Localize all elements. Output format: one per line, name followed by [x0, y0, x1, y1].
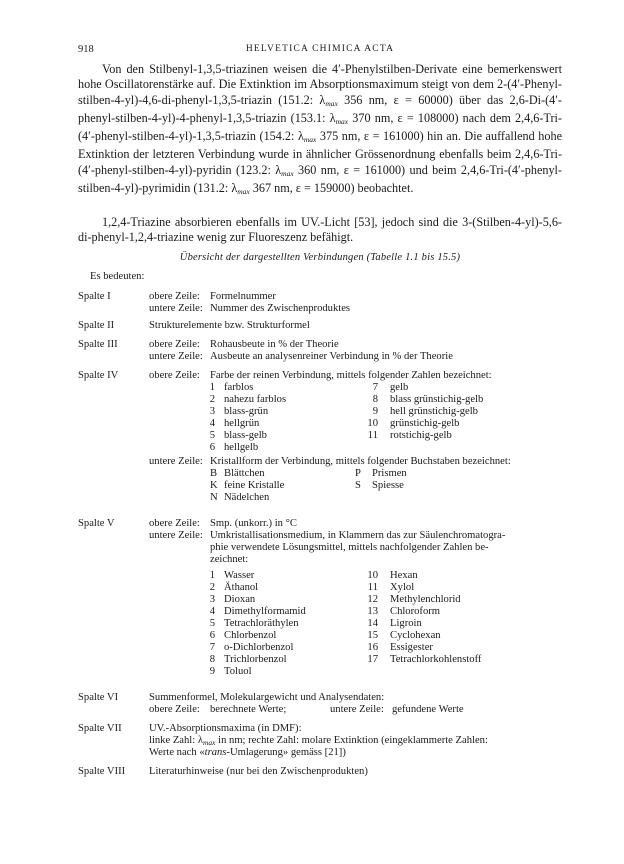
list-item-text: gelb — [390, 382, 409, 393]
list-item-number: 5 — [209, 430, 215, 441]
list-item-text: feine Kristalle — [224, 480, 285, 491]
spalte-2-text: Strukturelemente bzw. Strukturformel — [149, 320, 310, 331]
list-item-text: hellgrün — [224, 418, 260, 429]
list-item-number: 8 — [372, 394, 378, 405]
spalte-6-upper: berechnete Werte; — [210, 704, 287, 715]
page-number: 918 — [78, 44, 94, 55]
list-item-text: Essigester — [390, 642, 433, 653]
overview-title: Übersicht der dargestellten Verbindungen (Tabelle 1.1 bis 15.5) — [179, 252, 461, 263]
list-item-number: 14 — [367, 618, 378, 629]
spalte-8-label: Spalte VIII — [78, 766, 126, 777]
list-item-text: blass grünstichig-gelb — [390, 394, 484, 405]
spalte-5-label: Spalte V — [78, 518, 115, 529]
lower-line-label: untere Zeile: — [149, 530, 203, 541]
upper-line-label: obere Zeile: — [149, 370, 200, 381]
list-item-text: Ligroin — [390, 618, 422, 629]
spalte-3-lower: Ausbeute an analysenreiner Verbindung in % der Theorie — [210, 351, 453, 362]
upper-line-label: obere Zeile: — [149, 518, 200, 529]
list-item-number: 4 — [209, 418, 215, 429]
list-item-number: 3 — [209, 594, 215, 605]
list-item-number: B — [210, 468, 218, 479]
list-item-number: 9 — [372, 406, 378, 417]
spalte-7-label: Spalte VII — [78, 723, 122, 734]
list-item-text: nahezu farblos — [224, 394, 287, 405]
list-item-number: 15 — [367, 630, 378, 641]
list-item-number: 6 — [209, 442, 215, 453]
spalte-7-line-2: linke Zahl: $\lambda_{max}$ in nm; rechte Zahl: molare Extinktion (eingeklammerte Zahlen: — [149, 735, 488, 747]
list-item-number: N — [210, 492, 218, 503]
spalte-1-label: Spalte I — [78, 291, 111, 302]
page-header — [78, 44, 562, 58]
list-item-text: Toluol — [224, 666, 252, 677]
spalte-6-label: Spalte VI — [78, 692, 119, 703]
list-item-number: 17 — [367, 654, 378, 665]
list-item-text: hellgelb — [224, 442, 259, 453]
list-item-number: 2 — [209, 394, 215, 405]
list-item-number: 9 — [209, 666, 215, 677]
list-item-text: Äthanol — [224, 582, 259, 593]
list-item-text: Cyclohexan — [390, 630, 441, 641]
list-item-number: S — [355, 480, 361, 491]
paragraph-1: Von den Stilbenyl-1,3,5-triazinen weisen die 4′-Phenylstilben-Derivate eine bemerkenswert hohe Oscillatorenstärke auf. Die Extinktion im Absorptionsmaximum steigt von dem 2-(4′-Phenyl-stilben-4-yl)-4,6-di-phenyl-1,3,5-triazin (151.2: $\lambda_{max}$ 356 nm, ε = 60000) über das 2,6-Di-(4′-phenyl-stilben-4-yl)-4-phenyl-1,3,5-triazin (153.1: $\lambda_{max}$ 370 nm, ε = 108000) nach dem 2,4,6-Tri-(4′-phenyl-stilben-4-yl)-1,3,5-triazin (154.2: $\lambda_{max}$ 375 nm, ε = 161000) hin an. Die auffallend hohe Extinktion der letzteren Verbindung wurde in ähnlicher Grössenordnung ebenfalls beim 2,4,6-Tri-(4′-phenyl-stilben-4-yl)-pyridin (123.2: $\lambda_{max}$ 360 nm, ε = 161000) und beim 2,4,6-Tri-(4′-phenyl-stilben-4-yl)-pyrimidin (131.2: $\lambda_{max}$ 367 nm, ε = 159000) beobachtet. — [78, 62, 562, 197]
spalte-3-upper: Rohausbeute in % der Theorie — [210, 339, 339, 350]
spalte-7-text: UV.-Absorptionsmaxima (in DMF): — [149, 723, 302, 734]
spalte-4-upper: Farbe der reinen Verbindung, mittels folgender Zahlen bezeichnet: — [210, 370, 492, 381]
list-item-text: Dimethylformamid — [224, 606, 306, 617]
list-item-number: 16 — [367, 642, 378, 653]
list-item-number: 1 — [209, 570, 215, 581]
list-item-number: 4 — [209, 606, 215, 617]
list-item-text: Prismen — [372, 468, 407, 479]
spalte-5-lower-2: phie verwendete Lösungsmittel, mittels nachfolgender Zahlen be- — [210, 542, 489, 553]
journal-title: HELVETICA CHIMICA ACTA — [245, 44, 395, 54]
upper-line-label: obere Zeile: — [149, 339, 200, 350]
list-item-text: Xylol — [390, 582, 415, 593]
list-item-text: Wasser — [224, 570, 255, 581]
list-item-number: 7 — [372, 382, 378, 393]
list-item-text: Chlorbenzol — [224, 630, 277, 641]
list-item-text: blass-gelb — [224, 430, 267, 441]
list-item-number: 6 — [209, 630, 215, 641]
spalte-6-lower: gefundene Werte — [392, 704, 464, 715]
list-item-text: grünstichig-gelb — [390, 418, 460, 429]
spalte-1-lower: Nummer des Zwischenproduktes — [210, 303, 351, 314]
list-item-text: Nädelchen — [224, 492, 270, 503]
list-item-text: Dioxan — [224, 594, 256, 605]
lower-line-label: untere Zeile: — [149, 351, 203, 362]
spalte-4-label: Spalte IV — [78, 370, 119, 381]
list-item-number: 13 — [367, 606, 378, 617]
upper-line-label: obere Zeile: — [149, 704, 200, 715]
es-bedeuten: Es bedeuten: — [90, 271, 145, 282]
spalte-5-lower-1: Umkristallisationsmedium, in Klammern das zur Säulenchromatogra- — [210, 530, 506, 541]
list-item-number: 5 — [209, 618, 215, 629]
list-item-text: Methylenchlorid — [390, 594, 461, 605]
list-item-text: o-Dichlorbenzol — [224, 642, 294, 653]
lower-line-label: untere Zeile: — [149, 303, 203, 314]
list-item-number: 3 — [209, 406, 215, 417]
list-item-number: 10 — [367, 418, 378, 429]
paragraph-2: 1,2,4-Triazine absorbieren ebenfalls im UV.-Licht [53], jedoch sind die 3-(Stilben-4-yl)-5,6-di-phenyl-1,2,4-triazine wenig zur Fluoreszenz befähigt. — [78, 215, 562, 245]
list-item-number: 2 — [209, 582, 215, 593]
spalte-7-line-3: Werte nach «trans-Umlagerung» gemäss [21]) — [149, 747, 346, 758]
list-item-text: Trichlorbenzol — [224, 654, 287, 665]
list-item-text: Tetrachlorkohlenstoff — [390, 654, 482, 665]
list-item-text: Chloroform — [390, 606, 441, 617]
spalte-5-upper: Smp. (unkorr.) in °C — [210, 518, 297, 529]
list-item-text: farblos — [224, 382, 254, 393]
list-item-number: 8 — [209, 654, 215, 665]
list-item-number: 12 — [367, 594, 378, 605]
list-item-text: Blättchen — [224, 468, 265, 479]
list-item-text: Tetrachloräthylen — [224, 618, 299, 629]
list-item-text: rotstichig-gelb — [390, 430, 452, 441]
spalte-2-label: Spalte II — [78, 320, 115, 331]
lower-line-label: untere Zeile: — [149, 456, 203, 467]
lower-line-label: untere Zeile: — [330, 704, 384, 715]
list-item-number: 11 — [367, 582, 378, 593]
list-item-number: 7 — [209, 642, 215, 653]
list-item-text: hell grünstichig-gelb — [390, 406, 478, 417]
list-item-text: blass-grün — [224, 406, 269, 417]
list-item-number: 1 — [209, 382, 215, 393]
spalte-8-text: Literaturhinweise (nur bei den Zwischenprodukten) — [149, 766, 368, 777]
list-item-number: 11 — [367, 430, 378, 441]
list-item-number: K — [210, 480, 218, 491]
spalte-3-label: Spalte III — [78, 339, 118, 350]
list-item-number: 10 — [367, 570, 378, 581]
spalte-5-lower-3: zeichnet: — [210, 554, 249, 565]
list-item-text: Spiesse — [372, 480, 404, 491]
spalte-1-upper: Formelnummer — [210, 291, 276, 302]
upper-line-label: obere Zeile: — [149, 291, 200, 302]
spalte-4-lower: Kristallform der Verbindung, mittels folgender Buchstaben bezeichnet: — [210, 456, 511, 467]
spalte-6-text: Summenformel, Molekulargewicht und Analysendaten: — [149, 692, 385, 703]
list-item-number: P — [355, 468, 361, 479]
list-item-text: Hexan — [390, 570, 418, 581]
